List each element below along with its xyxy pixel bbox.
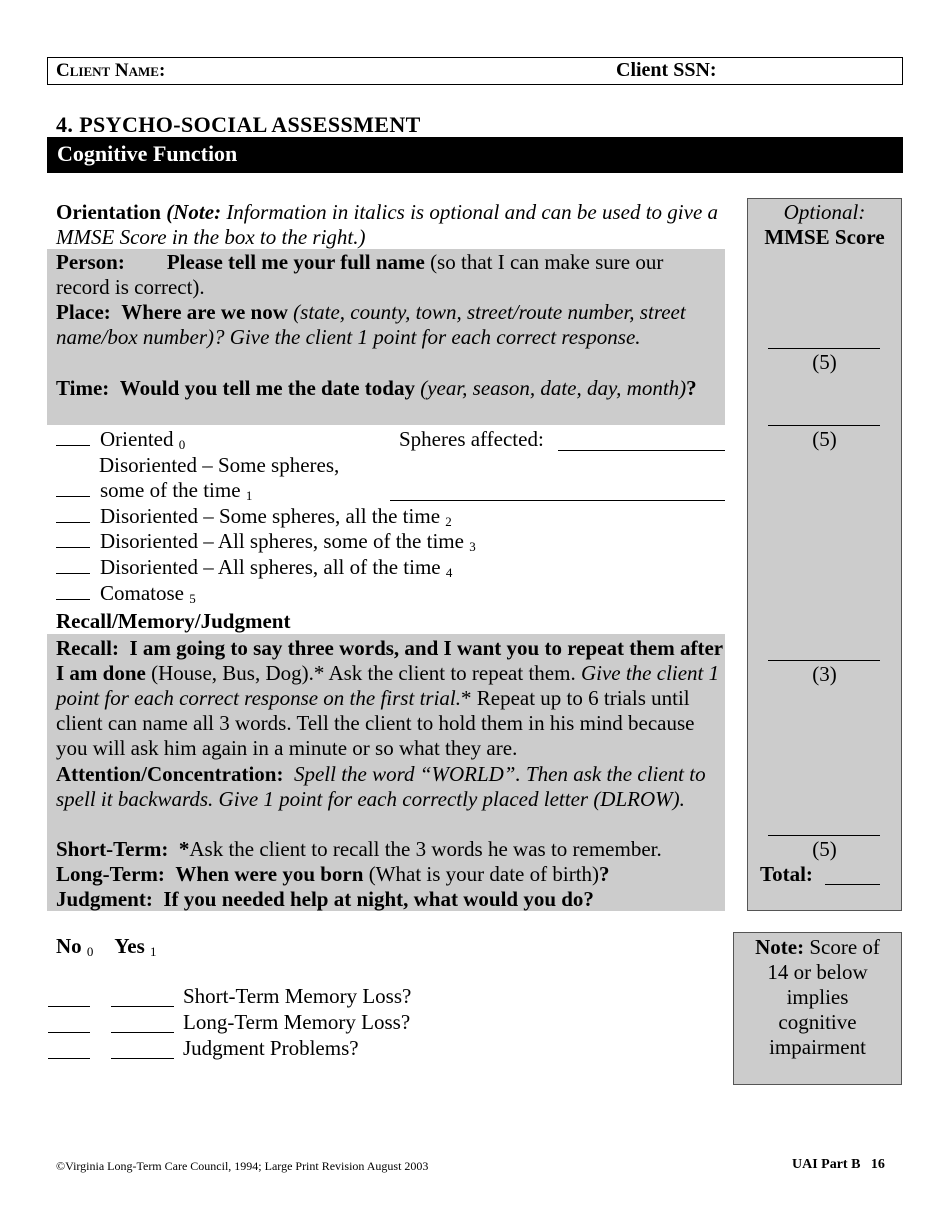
total-score-field[interactable] — [825, 884, 880, 885]
time-question — [56, 376, 716, 401]
orientation-option: Disoriented – Some spheres, all the time $_2$ — [56, 504, 452, 529]
option-checkbox[interactable] — [56, 529, 90, 548]
client-ssn-label: Client SSN: — [616, 59, 717, 81]
checklist-header: No $_0$ Yes $_1$ — [56, 934, 157, 959]
spheres-affected-field[interactable] — [558, 450, 725, 451]
no-field[interactable] — [48, 1032, 90, 1033]
option-checkbox[interactable] — [56, 555, 90, 574]
no-field[interactable] — [48, 1058, 90, 1059]
orientation-note: Information in italics is optional and can be used to give a MMSE Score in the box to the right.) — [56, 200, 719, 249]
person-prompt: Please tell me your full name — [166, 250, 425, 274]
copyright-footer: ©Virginia Long-Term Care Council, 1994; Large Print Revision August 2003 — [56, 1159, 429, 1173]
place-label: Place: — [56, 300, 111, 324]
mmse-score-heading: MMSE Score — [764, 225, 885, 249]
judgment-question — [56, 887, 724, 912]
option-checkbox[interactable] — [56, 427, 90, 446]
total-label: Total: — [760, 862, 813, 886]
recall-question: Recall: I am going to say three words, and I want you to repeat them after I am done (House, Bus, Dog).* Ask the client to repeat them. Give the client 1 point for each correct response on the first trial.* Repeat up to 6 trials until client can name all 3 words. Tell the client to hold them in his mind because you will ask him again in a minute or so what they are. — [56, 636, 723, 760]
orientation-option: Disoriented – All spheres, all of the time $_4$ — [56, 555, 452, 580]
spheres-affected-field-2[interactable] — [390, 500, 725, 501]
yes-field[interactable] — [111, 1032, 174, 1033]
section-title: 4. PSYCHO-SOCIAL ASSESSMENT — [56, 112, 421, 137]
place-max-score: (5) — [812, 350, 837, 374]
place-instructions: (state, county, town, street/route number, street name/box number)? Give the client 1 point for each correct response. — [56, 300, 686, 349]
option-checkbox[interactable] — [56, 478, 90, 497]
option-checkbox[interactable] — [56, 504, 90, 523]
time-score-field[interactable] — [768, 425, 880, 426]
place-question — [56, 300, 724, 350]
attention-max-score: (5) — [812, 837, 837, 861]
orientation-intro — [56, 200, 731, 250]
person-label: Person: — [56, 250, 125, 274]
checklist-item: Short-Term Memory Loss? — [183, 984, 412, 1008]
cognitive-function-banner — [47, 137, 903, 173]
checklist-item: Long-Term Memory Loss? — [183, 1010, 411, 1034]
attention-question — [56, 762, 724, 812]
mmse-score-column — [747, 198, 902, 911]
judgment-prompt: If you needed help at night, what would you do? — [163, 887, 594, 911]
recall-max-score: (3) — [812, 662, 837, 686]
attention-score-field[interactable] — [768, 835, 880, 836]
no-field[interactable] — [48, 1006, 90, 1007]
long-term-prompt: When were you born — [175, 862, 364, 886]
orientation-option: some of the time $_1$ — [56, 478, 252, 503]
person-rest: (so that I can make sure our record is correct). — [56, 250, 664, 299]
long-term-question: Long-Term: When were you born (What is your date of birth)? — [56, 862, 610, 886]
note-label: (Note: — [166, 200, 222, 224]
time-prompt: Would you tell me the date today — [119, 376, 415, 400]
long-term-label: Long-Term: — [56, 862, 165, 886]
attention-label: Attention/Concentration: — [56, 762, 284, 786]
time-end: ? — [686, 376, 697, 400]
checklist-item: Judgment Problems? — [183, 1036, 359, 1060]
yes-label: Yes — [114, 934, 145, 958]
client-info-box — [47, 57, 903, 85]
time-instructions: (year, season, date, day, month) — [414, 376, 687, 400]
orientation-option-text: Disoriented – Some spheres, — [99, 453, 340, 477]
yes-field[interactable] — [111, 1058, 174, 1059]
option-checkbox[interactable] — [56, 581, 90, 600]
attention-instructions: Spell the word “WORLD”. Then ask the client to spell it backwards. Give 1 point for each correctly placed letter (DLROW). — [56, 762, 706, 811]
recall-score-field[interactable] — [768, 660, 880, 661]
short-term-label: Short-Term: — [56, 837, 169, 861]
note-label: Note: — [755, 935, 805, 959]
yes-field[interactable] — [111, 1006, 174, 1007]
spheres-affected-label: Spheres affected: — [399, 427, 544, 451]
mmse-optional-label: Optional: — [783, 200, 866, 224]
time-label: Time: — [56, 376, 110, 400]
recall-label: Recall: — [56, 636, 119, 660]
time-max-score: (5) — [812, 427, 837, 451]
judgment-label: Judgment: — [56, 887, 153, 911]
orientation-heading: Orientation — [56, 200, 161, 224]
no-label: No — [56, 934, 82, 958]
orientation-option: Oriented $_0$ — [56, 427, 185, 452]
person-question — [56, 250, 716, 300]
score-note-box: Note: Score of 14 or below implies cognitive impairment — [733, 932, 902, 1085]
short-term-question: Short-Term: *Ask the client to recall the 3 words he was to remember. — [56, 837, 662, 861]
cognitive-function-title: Cognitive Function — [57, 141, 238, 166]
recall-prompt: I am going to say three words, and I want you to repeat them after I am done — [56, 636, 723, 685]
client-name-label: Client Name: — [56, 60, 166, 81]
place-score-field[interactable] — [768, 348, 880, 349]
memory-heading: Recall/Memory/Judgment — [56, 609, 291, 633]
page-number: UAI Part B 16 — [792, 1157, 885, 1172]
orientation-option: Disoriented – All spheres, some of the time $_3$ — [56, 529, 476, 554]
place-prompt: Where are we now — [121, 300, 288, 324]
orientation-option: Comatose $_5$ — [56, 581, 196, 606]
